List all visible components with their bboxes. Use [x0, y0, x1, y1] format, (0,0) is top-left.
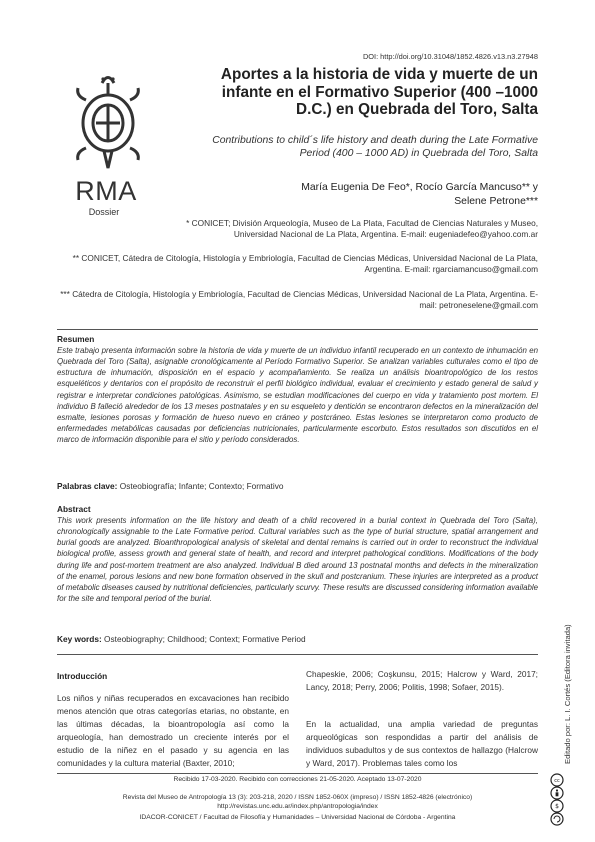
introduccion-heading: Introducción: [57, 671, 108, 681]
article-subtitle: Contributions to child´s life history and death during the Late Formative Period (400 – 1000 AD) in Quebrada del Toro, Salta: [212, 135, 538, 159]
abstract-text: This work presents information on the life history and death of a child recovered in a burial context in Quebrada del Toro (Salta), chronologically assignable to the Late Formative period. Cultural variables such as the type of burial structure, spatial arrangement and burial goods are analyzed. Bioanthropological analysis of skeletal and dental remains is carried out in order to reconstruct the individual biological profile, assess growth and general state of health, and record and interpret pathological conditions. Modifications of the body during life and post-mortem treatment are also analyzed. Individual B died around 13 postnatal months and defects in the mineralization of the enamel, porous lesions and new bone formation observed in the skull and postcranium. These injuries are interpreted as a product of metabolic diseases caused by nutritional deficiencies, particularly scurvy. These results are discussed considering information available for the site and temporal period of the burial.: [57, 516, 538, 604]
intro-left-column: Los niños y niñas recuperados en excavaciones han recibido menos atención que otras categorías etarias, no obstante, en las últimas décadas, la bioantropología así como la arqueología, han demostrado un creciente interés por el estudio de la niñez en el pasado y su agencia en las comunidades y la cultura material (Baxter, 2010;: [57, 693, 289, 769]
svg-text:cc: cc: [554, 778, 560, 784]
key-words-value: Osteobiography; Childhood; Context; Formative Period: [104, 634, 306, 644]
authors-line-2: Selene Petrone***: [454, 196, 538, 207]
authors-line-1: María Eugenia De Feo*, Rocío García Mancuso** y: [301, 182, 538, 193]
palabras-clave-label: Palabras clave:: [57, 481, 118, 491]
section-label: Dossier: [88, 207, 120, 217]
affiliation-3: *** Cátedra de Citología, Histología y Embriología, Facultad de Ciencias Médicas, Universidad Nacional de La Plata, Argentina. E-mail: petroneselene@gmail.com: [60, 289, 538, 311]
footer-publisher: IDACOR-CONICET / Facultad de Filosofía y Humanidades – Universidad Nacional de Córdoba - Argentina: [139, 814, 456, 821]
license-badge[interactable]: [548, 773, 566, 827]
svg-text:$: $: [555, 803, 559, 810]
footer-dates: Recibido 17-03-2020. Recibido con correcciones 21-05-2020. Aceptado 13-07-2020: [173, 776, 422, 783]
footer-divider: [57, 773, 538, 774]
sa-icon: [551, 813, 563, 825]
affiliation-1: * CONICET; División Arqueología, Museo de La Plata, Facultad de Ciencias Naturales y Museo, Universidad Nacional de La Plata, Argentina. E-mail: eugeniadefeo@yahoo.com.ar: [186, 218, 538, 240]
turtle-shell-logo: [72, 68, 144, 178]
key-words-label: Key words:: [57, 634, 102, 644]
key-words: [57, 634, 306, 644]
editor-note-text: Editado por: L. I. Cortés (Editora invitada): [563, 624, 572, 764]
intro-right-paragraph-2: En la actualidad, una amplia variedad de preguntas arqueológicas son respondidas a partir del análisis de individuos subadultos y de sus contextos de hallazgo (Halcrow y Ward, 2017). Problemas tales como los: [306, 719, 538, 769]
abstract-heading: Abstract: [57, 504, 91, 514]
intro-right-paragraph-1: Chapeskie, 2006; Coşkunsu, 2015; Halcrow y Ward, 2017; Lancy, 2018; Perry, 2006; Politis, 1998; Sofaer, 2015).: [306, 669, 538, 693]
resumen-text: Este trabajo presenta información sobre la historia de vida y muerte de un individuo infantil recuperado en un contexto de inhumación en Quebrada del Toro (Salta), asignable cronológicamente al Período Formativo Superior. Se analizan variables culturales como el tipo de estructura de inhumación, disposición en el espacio y acompañamiento. Se realiza un análisis bioantropológico de los restos esqueléticos y dentarios con el propósito de reconstruir el perfil biológico individual, evaluar el crecimiento y estado general de salud y registrar e interpretar condiciones patológicas. Asimismo, se estudian modificaciones del cuerpo en vida y tratamiento post mortem. El individuo B falleció alrededor de los 13 meses postnatales y en su esqueleto y dentición se encontraron defectos en la mineralización del esmalte, lesiones porosas y formación de hueso nuevo en cráneo y postcráneo. Estas lesiones se interpretaron como producto de enfermedades metabólicas causadas por deficiencias nutricionales, particularmente escorbuto. Estos resultados son discutidos en el marco de información disponible para el sitio y período considerados.: [57, 346, 538, 445]
bottom-divider: [57, 654, 538, 655]
palabras-clave-value: Osteobiografía; Infante; Contexto; Formativo: [119, 481, 284, 491]
authors: [225, 181, 538, 209]
affiliation-2: ** CONICET, Cátedra de Citología, Histología y Embriología, Facultad de Ciencias Médicas, Universidad Nacional de La Plata, Argentina. E-mail: rgarciamancuso@gmail.com: [72, 253, 538, 275]
footer-url[interactable]: http://revistas.unc.edu.ar/index.php/antropologia/index: [217, 803, 378, 810]
resumen-heading: Resumen: [57, 334, 95, 344]
journal-name: RMA: [75, 176, 137, 206]
footer-journal: Revista del Museo de Antropología 13 (3): 203-218, 2020 / ISSN 1852-060X (impreso) / ISSN 1852-4826 (electrónico): [122, 794, 473, 801]
palabras-clave: [57, 481, 283, 491]
top-divider: [57, 329, 538, 330]
article-title: Aportes a la historia de vida y muerte de un infante en el Formativo Superior (400 –1000 D.C.) en Quebrada del Toro, Salta: [220, 66, 538, 118]
doi[interactable]: DOI: http://doi.org/10.31048/1852.4826.v13.n3.27948: [362, 52, 538, 61]
editor-note: [556, 606, 576, 766]
